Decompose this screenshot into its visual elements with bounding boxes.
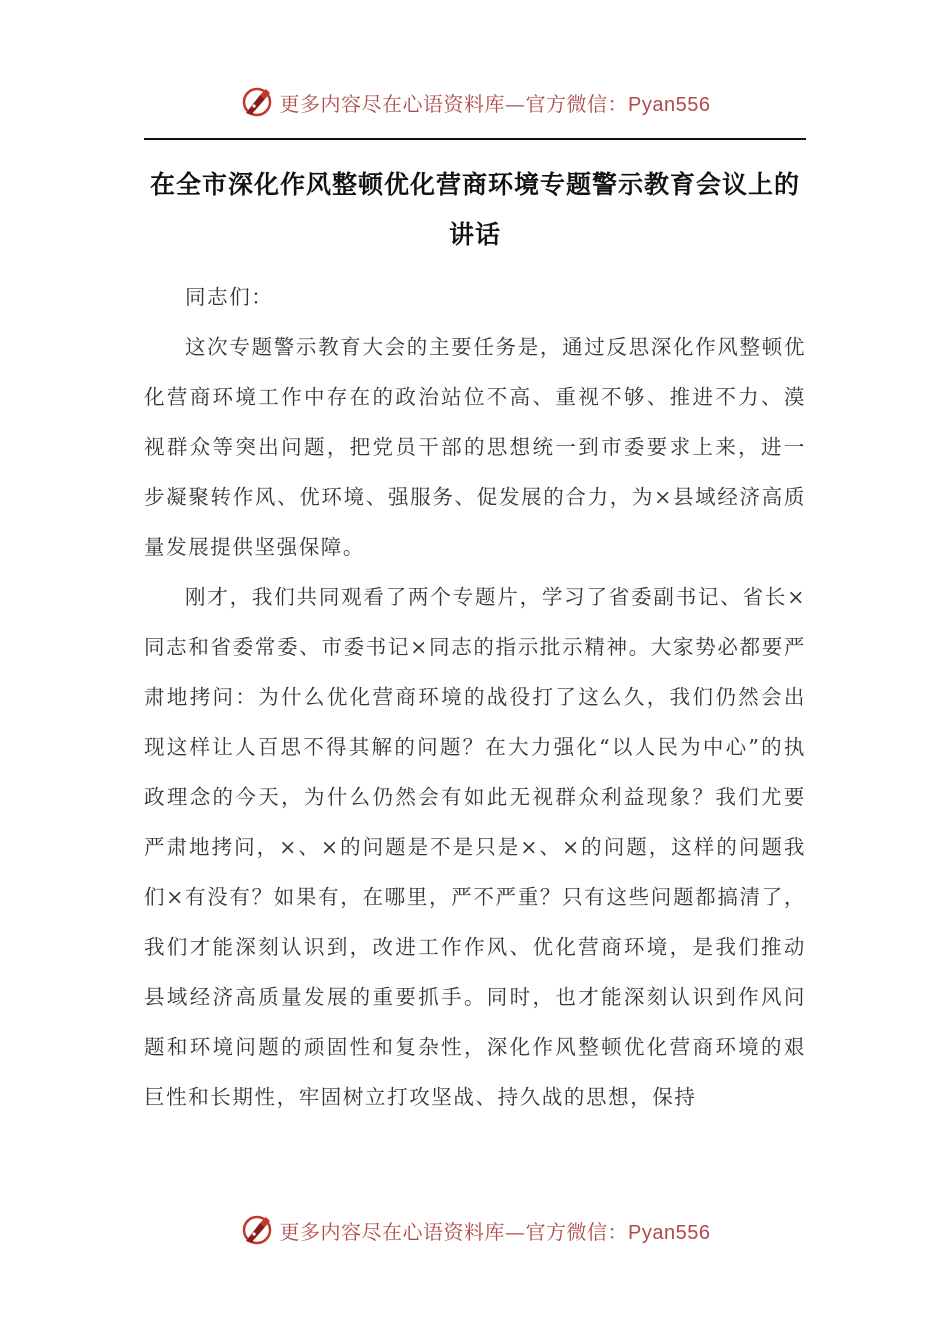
banner-account: Pyan556 [628,93,711,116]
paragraph-1: 这次专题警示教育大会的主要任务是，通过反思深化作风整顿优化营商环境工作中存在的政治站位不高、重视不够、推进不力、漠视群众等突出问题，把党员干部的思想统一到市委要求上来，进一步凝聚转作风、优环境、强服务、促发展的合力，为×县域经济高质量发展提供坚强保障。 [144,335,806,559]
banner-separator: — [505,1219,526,1244]
document-body [144,272,806,1122]
pen-nib-logo-icon [240,1213,274,1247]
pen-nib-logo-icon [240,85,274,119]
document-title: 在全市深化作风整顿优化营商环境专题警示教育会议上的讲话 [149,170,800,249]
header-divider [144,138,806,140]
footer-banner [0,1208,950,1252]
banner-separator: — [505,91,526,116]
greeting: 同志们： [185,285,274,309]
banner-main-text: 更多内容尽在心语资料库 [279,1219,506,1244]
banner-main-text: 更多内容尽在心语资料库 [279,91,506,116]
header-banner [0,80,950,124]
banner-wechat-label: 官方微信： [525,91,629,116]
paragraph-2: 刚才，我们共同观看了两个专题片，学习了省委副书记、省长×同志和省委常委、市委书记×同志的指示批示精神。大家势必都要严肃地拷问：为什么优化营商环境的战役打了这么久，我们仍然会出现这样让人百思不得其解的问题？在大力强化“以人民为中心”的执政理念的今天，为什么仍然会有如此无视群众利益现象？我们尤要严肃地拷问，×、×的问题是不是只是×、×的问题，这样的问题我们×有没有？如果有，在哪里，严不严重？只有这些问题都搞清了，我们才能深刻认识到，改进工作作风、优化营商环境，是我们推动县域经济高质量发展的重要抓手。同时，也才能深刻认识到作风问题和环境问题的顽固性和复杂性，深化作风整顿优化营商环境的艰巨性和长期性，牢固树立打攻坚战、持久战的思想，保持 [144,585,806,1109]
banner-wechat-label: 官方微信： [525,1219,629,1244]
banner-text [280,1216,711,1245]
banner-text [280,88,711,117]
banner-account: Pyan556 [628,1221,711,1244]
